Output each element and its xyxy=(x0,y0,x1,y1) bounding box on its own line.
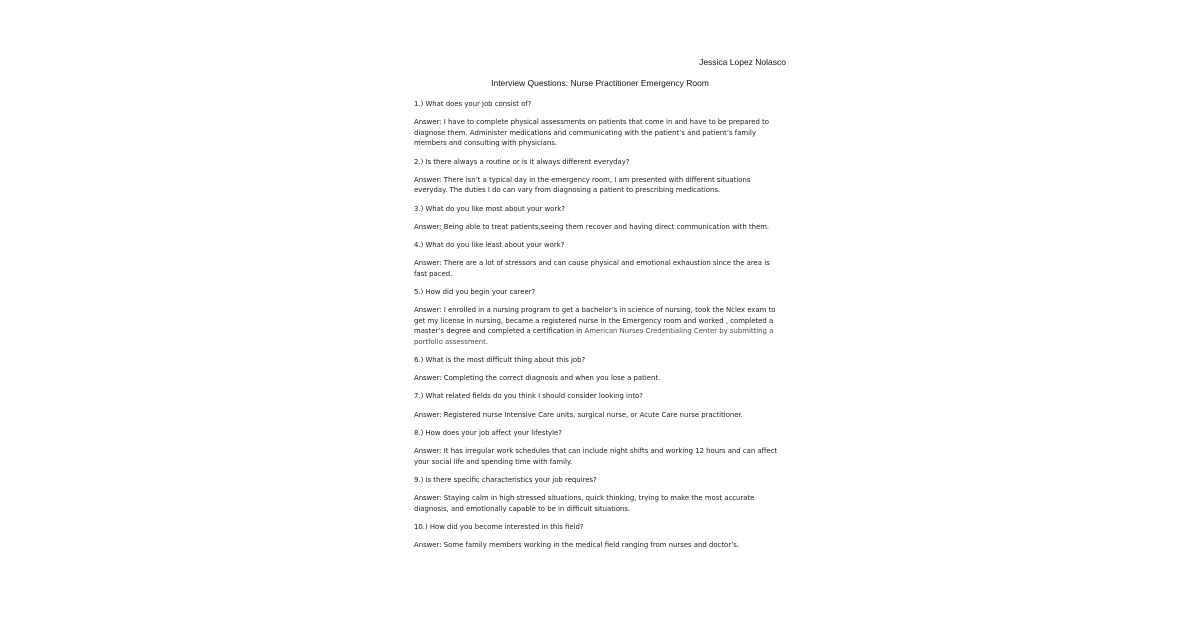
answer-line: everyday. The duties I do can vary from diagnosing a patient to prescribing medications. xyxy=(414,186,721,195)
document-title: Interview Questions: Nurse Practitioner Emergency Room xyxy=(491,78,709,88)
question-10: 10.) How did you become interested in this field? xyxy=(414,522,584,531)
answer-line: Answer: Some family members working in the medical field ranging from nurses and doctor’s. xyxy=(414,540,740,549)
answer-line: diagnose them. Administer medications and communicating with the patient’s and patient’s family xyxy=(414,128,757,137)
answer-line: Answer: Being able to treat patients,seeing them recover and having direct communication with them. xyxy=(414,222,770,231)
answer-line: members and consulting with physicians. xyxy=(414,139,558,148)
answer-line: Answer: Completing the correct diagnosis and when you lose a patient. xyxy=(414,374,661,383)
answer-line: Answer: Staying calm in high stressed situations, quick thinking, trying to make the most accurate xyxy=(414,493,755,502)
question-2: 2.) Is there always a routine or is it always different everyday? xyxy=(414,157,630,166)
portfolio-assessment-link[interactable]: portfolio assessment. xyxy=(414,337,489,346)
answer-line: Answer: Registered nurse Intensive Care units, surgical nurse, or Acute Care nurse practitioner. xyxy=(414,410,743,419)
author-name: Jessica Lopez Nolasco xyxy=(699,57,786,67)
answer-line: get my license in nursing, became a registered nurse in the Emergency room and worked , completed a xyxy=(414,316,774,325)
answer-8 xyxy=(414,446,792,467)
answer-line: Answer: There are a lot of stressors and can cause physical and emotional exhaustion since the area is xyxy=(414,259,770,268)
question-7: 7.) What related fields do you think I should consider looking into? xyxy=(414,392,643,401)
qa-list xyxy=(414,99,792,558)
answer-line: fast paced. xyxy=(414,269,453,278)
question-4: 4.) What do you like least about your work? xyxy=(414,240,565,249)
answer-line xyxy=(414,326,792,337)
question-1: 1.) What does your job consist of? xyxy=(414,100,532,108)
answer-line: diagnosis, and emotionally capable to be in difficult situations. xyxy=(414,504,631,513)
answer-7 xyxy=(414,410,792,421)
answer-5 xyxy=(414,305,792,347)
question-8: 8.) How does your job affect your lifestyle? xyxy=(414,428,562,437)
answer-2 xyxy=(414,175,792,196)
answer-line: Answer: It has irregular work schedules that can include night shifts and working 12 hours and can affect xyxy=(414,446,778,455)
question-6: 6.) What is the most difficult thing about this job? xyxy=(414,356,586,365)
answer-6 xyxy=(414,373,792,384)
answer-9 xyxy=(414,493,792,514)
answer-line: your social life and spending time with family. xyxy=(414,457,573,466)
question-3: 3.) What do you like most about your work? xyxy=(414,204,565,213)
answer-line: Answer: I have to complete physical assessments on patients that come in and have to be prepared to xyxy=(414,118,769,127)
answer-line: Answer: There isn’t a typical day in the emergency room, I am presented with different situations xyxy=(414,175,751,184)
answer-line: Answer: I enrolled in a nursing program to get a bachelor’s in science of nursing, took the Nclex exam to xyxy=(414,306,776,315)
answer-4 xyxy=(414,258,792,279)
answer-1 xyxy=(414,117,792,149)
question-5: 5.) How did you begin your career? xyxy=(414,287,536,296)
answer-text: master’s degree and completed a certification in xyxy=(414,327,585,336)
credentialing-center-link[interactable]: American Nurses Credentialing Center by submitting a xyxy=(584,327,774,336)
answer-3 xyxy=(414,222,792,233)
answer-10 xyxy=(414,540,792,551)
question-9: 9.) Is there specific characteristics your job requires? xyxy=(414,475,597,484)
